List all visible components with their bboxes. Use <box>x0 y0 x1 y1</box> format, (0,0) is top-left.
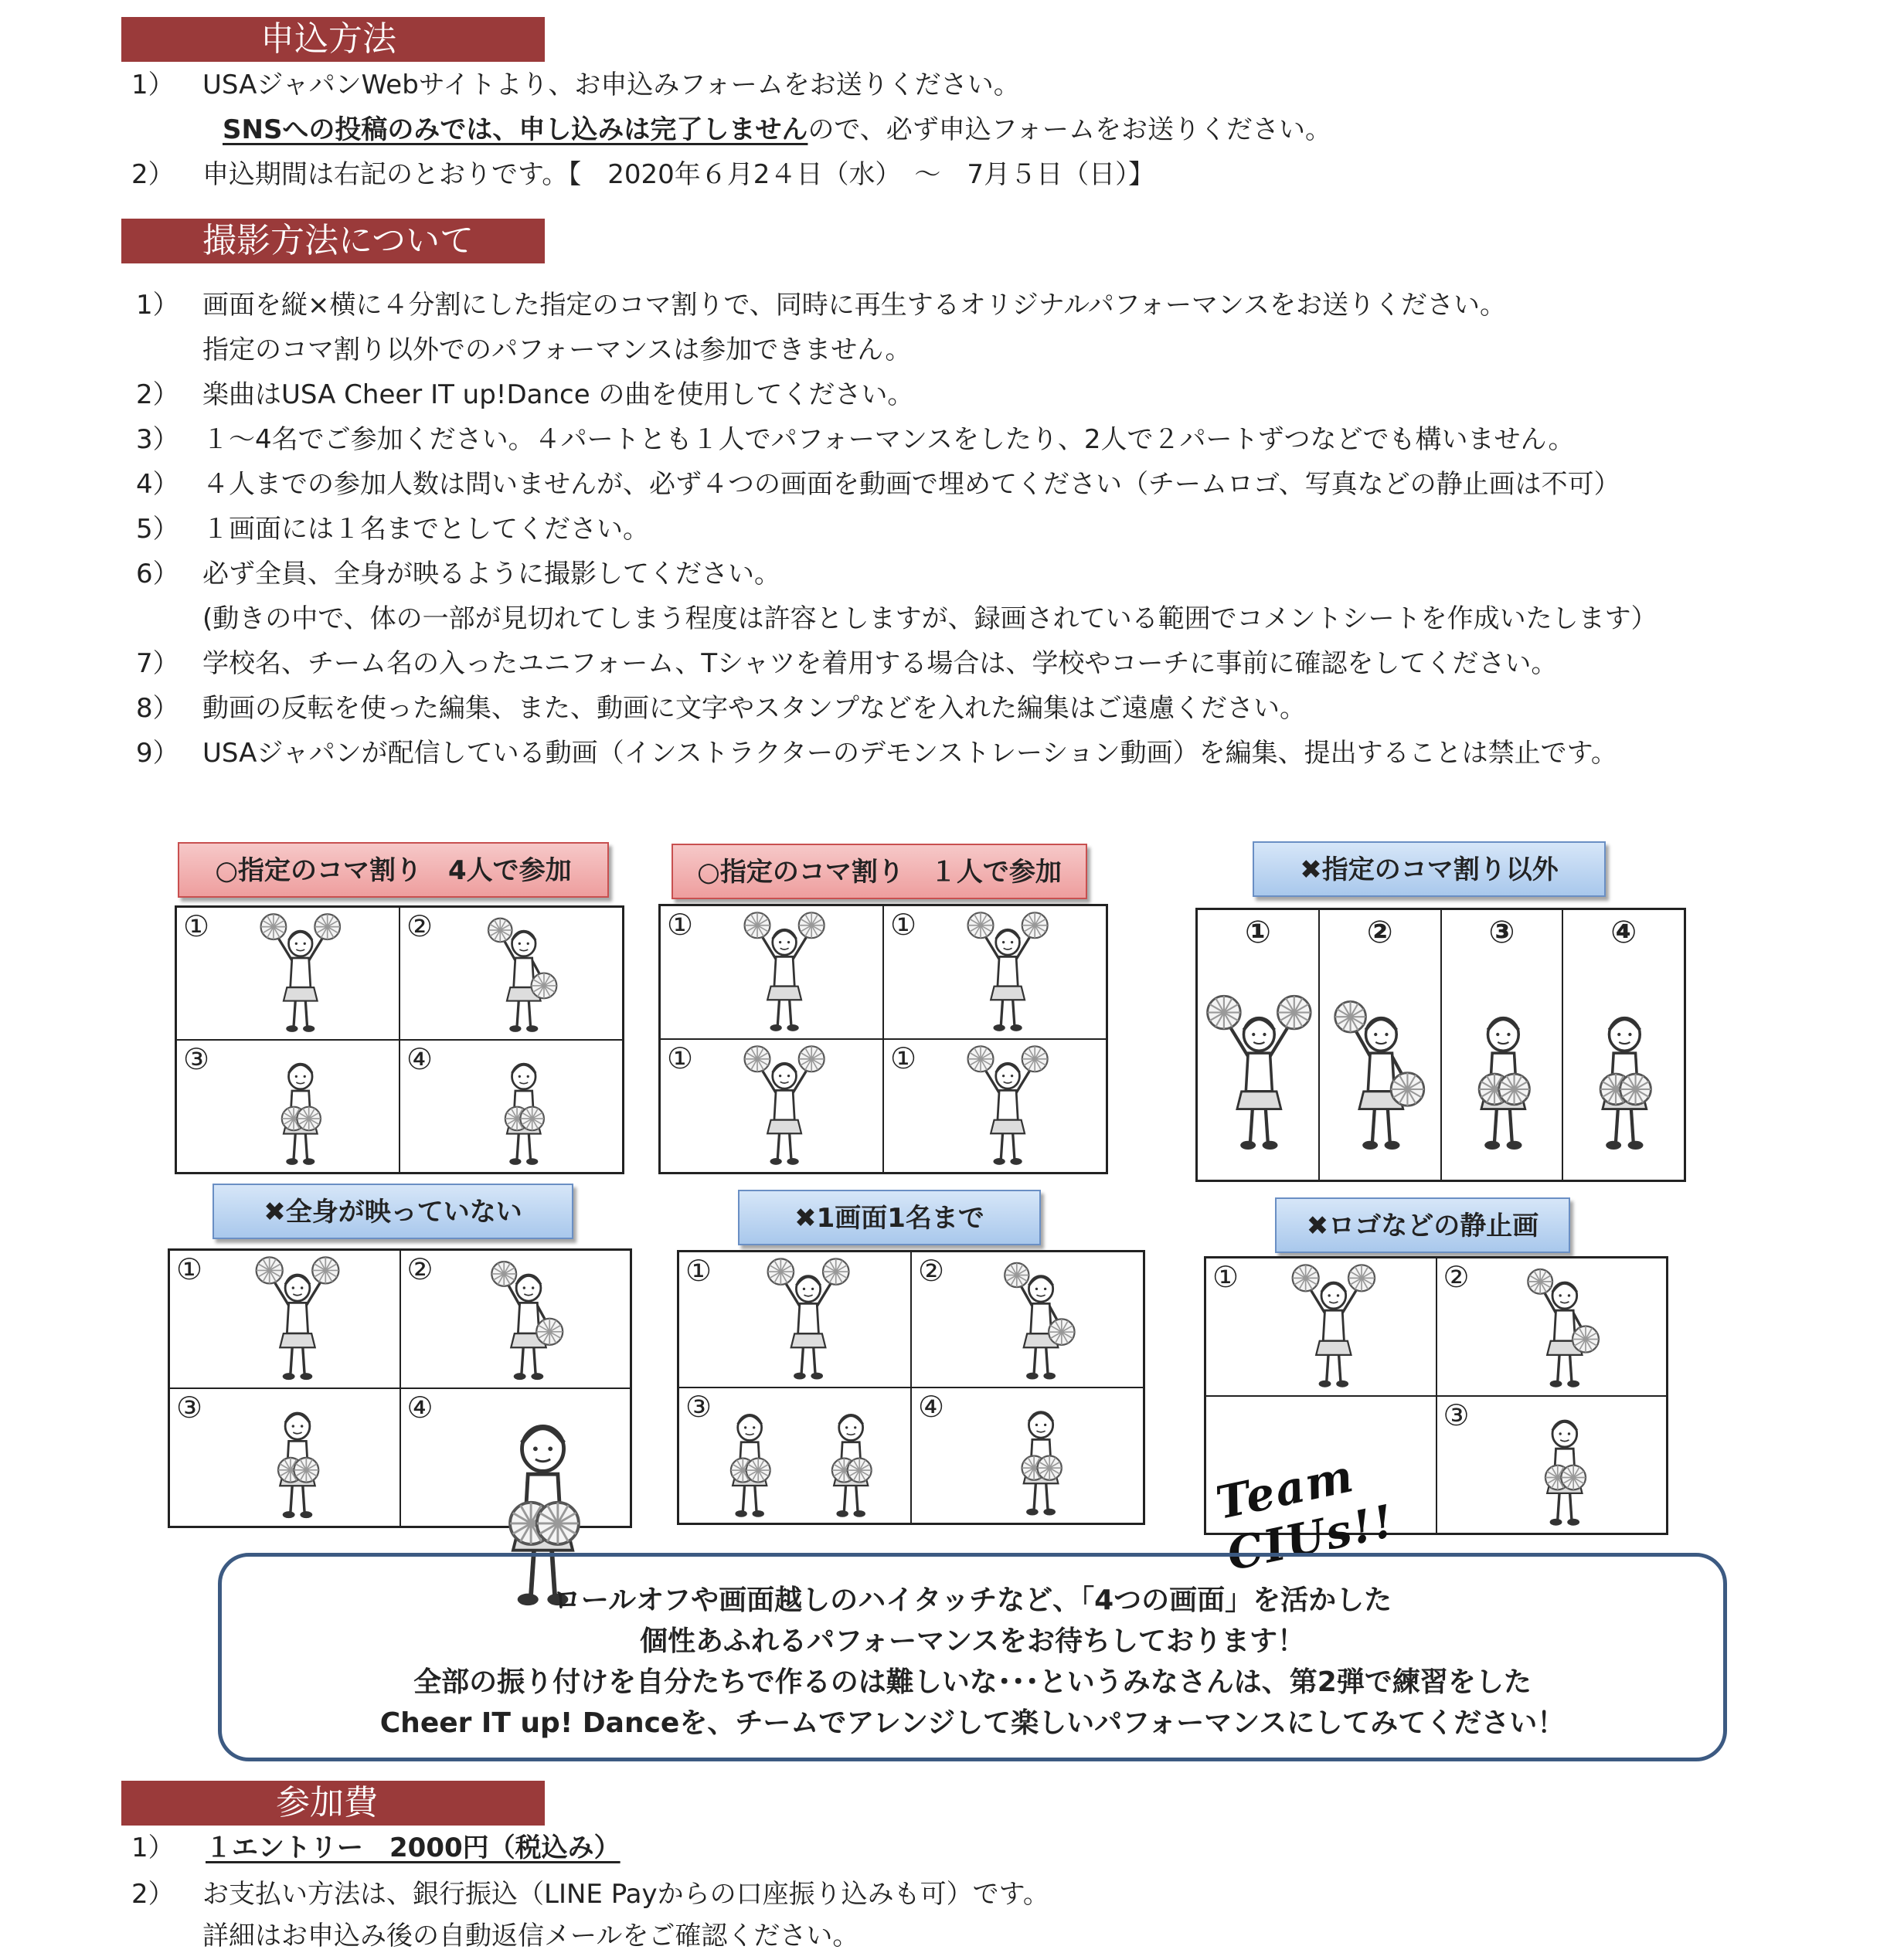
item-number: 2） <box>131 1879 175 1910</box>
frame-number: ③ <box>685 1390 712 1424</box>
video-frame <box>400 907 623 1040</box>
cheerleader-figure <box>253 1255 342 1389</box>
video-frame <box>911 1387 1144 1523</box>
frame-number: ② <box>406 1252 434 1286</box>
cheerleader-figure <box>1569 993 1680 1160</box>
item-text: 動画の反転を使った編集、また、動画に文字やスタンプなどを入れた編集はご遠慮ください。 <box>202 693 1306 724</box>
message-line: 個性あふれるパフォーマンスをお待ちしております！ <box>639 1625 1306 1657</box>
cheerleader-figure <box>258 912 343 1041</box>
video-frame <box>678 1387 911 1523</box>
cheerleader-figure <box>1521 1401 1609 1535</box>
item-text: 学校名、チーム名の入ったユニフォーム、Tシャツを着用する場合は、学校やコーチに事前に確認をしてください。 <box>202 648 1558 679</box>
video-frame <box>1562 909 1685 1180</box>
video-frame <box>883 1039 1107 1173</box>
video-frame <box>400 1250 631 1388</box>
example-grid <box>677 1250 1145 1525</box>
example-label: ○指定のコマ割り １人で参加 <box>672 844 1087 899</box>
example-label: ✖1画面1名まで <box>738 1190 1041 1245</box>
item-text: 楽曲はUSA Cheer IT up!Dance の曲を使用してください。 <box>202 379 914 410</box>
frame-number: ② <box>1366 915 1393 950</box>
cheerleader-figure <box>481 912 566 1041</box>
fee-amount: １エントリー 2000円（税込み） <box>206 1832 620 1863</box>
frame-number: ③ <box>1443 1398 1470 1432</box>
message-line: 全部の振り付けを自分たちで作るのは難しいな･･･というみなさんは、第2弾で練習をした <box>413 1666 1532 1698</box>
cheerleader-figure <box>1448 993 1559 1160</box>
frame-number: ② <box>918 1254 945 1288</box>
cheerleader-figure <box>1326 993 1436 1160</box>
item-text: １～4名でご参加ください。４パートとも１人でパフォーマンスをしたり、2人で２パートずつなどでも構いません。 <box>202 424 1575 455</box>
video-frame <box>400 1388 631 1527</box>
frame-number: ① <box>176 1252 203 1286</box>
item-text: 詳細はお申込み後の自動返信メールをご確認ください。 <box>202 1921 859 1951</box>
notice-rest: ので、必ず申込フォームをお送りください。 <box>808 114 1332 145</box>
example-label: ○指定のコマ割り 4人で参加 <box>178 842 609 898</box>
item-number: 7） <box>136 648 179 679</box>
item-text: 必ず全員、全身が映るように撮影してください。 <box>202 559 780 589</box>
example-label: ✖指定のコマ割り以外 <box>1253 841 1606 897</box>
frame-number: ③ <box>176 1391 203 1425</box>
example-grid <box>658 904 1108 1174</box>
frame-number: ④ <box>406 1042 434 1076</box>
frame-number: ② <box>406 909 434 943</box>
frame-number: ① <box>183 909 210 943</box>
item-number: 4） <box>136 469 179 500</box>
section-title: 参加費 <box>276 1783 378 1822</box>
frame-number: ② <box>1443 1260 1470 1294</box>
video-frame <box>169 1250 400 1388</box>
frame-number: ① <box>667 908 694 942</box>
cheerleader-figure <box>1290 1262 1378 1397</box>
frame-number: ④ <box>1610 915 1637 950</box>
frame-number: ① <box>1212 1260 1239 1294</box>
item-number: 1） <box>136 290 179 321</box>
video-frame <box>169 1388 400 1527</box>
frame-number: ① <box>667 1041 694 1075</box>
item-text: ４人までの参加人数は問いませんが、必ず４つの画面を動画で埋めてください（チームロゴ、写真などの静止画は不可） <box>202 469 1620 500</box>
cheerleader-figure <box>998 1392 1084 1524</box>
item-number: 1） <box>131 1832 175 1863</box>
message-line: ロールオフや画面越しのハイタッチなど、「4つの画面」を活かした <box>552 1584 1392 1616</box>
item-text: USAジャパンWebサイトより、お申込みフォームをお送りください。 <box>202 70 1020 100</box>
frame-number: ① <box>685 1254 712 1288</box>
item-text: １画面には１名までとしてください。 <box>202 514 649 545</box>
cheerleader-figure <box>965 910 1050 1041</box>
example-grid <box>168 1248 632 1528</box>
video-frame <box>400 1040 623 1173</box>
example-label: ✖全身が映っていない <box>212 1184 573 1239</box>
message-box <box>218 1553 1727 1761</box>
cheerleader-figure <box>765 1256 852 1388</box>
example-grid <box>1204 1256 1668 1581</box>
cheerleader-figure <box>742 1044 827 1174</box>
item-text-notice <box>223 113 1331 147</box>
item-text: (動きの中で、体の一部が見切れてしまう程度は許容としますが、録画されている範囲でコメントシートを作成いたします） <box>202 603 1658 634</box>
video-frame <box>1319 909 1441 1180</box>
video-frame <box>883 905 1107 1039</box>
cheerleader-figure <box>1521 1262 1609 1397</box>
frame-number: ① <box>890 1041 917 1075</box>
cheerleader-figure <box>1204 993 1314 1160</box>
frame-number: ③ <box>1488 915 1515 950</box>
example-grid <box>175 905 624 1174</box>
video-frame <box>176 1040 400 1173</box>
frame-number: ③ <box>183 1042 210 1076</box>
section-header-apply <box>121 17 545 62</box>
cheerleader-figure <box>253 1393 342 1527</box>
section-header-filming <box>121 219 545 263</box>
cheerleader-figure <box>965 1044 1050 1174</box>
video-frame <box>1436 1396 1668 1534</box>
cheerleader-figure <box>481 1044 566 1174</box>
item-number: 6） <box>136 559 179 589</box>
frame-number: ① <box>890 908 917 942</box>
video-frame <box>1441 909 1563 1180</box>
frame-number: ④ <box>406 1391 434 1425</box>
video-frame <box>176 907 400 1040</box>
item-number: 3） <box>136 424 179 455</box>
video-frame <box>1197 909 1319 1180</box>
cheerleader-figure <box>258 1044 343 1174</box>
item-text: 指定のコマ割り以外でのパフォーマンスは参加できません。 <box>202 335 912 365</box>
cheerleader-figure <box>998 1256 1084 1388</box>
video-frame <box>660 1039 883 1173</box>
frame-number: ④ <box>918 1390 945 1424</box>
item-number: 2） <box>131 159 175 190</box>
item-number: 2） <box>136 379 179 410</box>
item-number: 1） <box>131 70 175 100</box>
item-text: USAジャパンが配信している動画（インストラクターのデモンストレーション動画）を編集、提出することは禁止です。 <box>202 738 1617 769</box>
video-frame <box>1205 1396 1436 1581</box>
video-frame <box>1436 1258 1668 1396</box>
section-title: 申込方法 <box>260 19 396 59</box>
section-title: 撮影方法について <box>202 221 474 260</box>
item-number: 9） <box>136 738 179 769</box>
frame-number: ① <box>1244 915 1271 950</box>
example-label: ✖ロゴなどの静止画 <box>1275 1197 1570 1253</box>
cheerleader-figure <box>808 1395 893 1527</box>
notice-bold: SNSへの投稿のみでは、申し込みは完了しません <box>223 114 808 145</box>
item-text: 画面を縦×横に４分割にした指定のコマ割りで、同時に再生するオリジナルパフォーマンスをお送りください。 <box>202 290 1507 321</box>
example-grid <box>1195 908 1686 1182</box>
item-number: 8） <box>136 693 179 724</box>
item-number: 5） <box>136 514 179 545</box>
item-text: お支払い方法は、銀行振込（LINE Payからの口座振り込みも可）です。 <box>202 1879 1049 1910</box>
cheerleader-figure <box>707 1395 792 1527</box>
team-logo-image: Team CIUs!! <box>1211 1449 1399 1581</box>
cheerleader-figure <box>742 910 827 1041</box>
video-frame <box>911 1252 1144 1387</box>
item-text: 申込期間は右記のとおりです。【 2020年６月2４日（水） ～ 7月５日（日）】 <box>202 159 1155 190</box>
message-line: Cheer IT up! Danceを、チームでアレンジして楽しいパフォーマンスにしてみてください！ <box>379 1707 1566 1739</box>
video-frame <box>1205 1258 1436 1396</box>
section-header-fee <box>121 1781 545 1826</box>
video-frame <box>660 905 883 1039</box>
cheerleader-figure <box>484 1255 573 1389</box>
video-frame <box>678 1252 911 1387</box>
